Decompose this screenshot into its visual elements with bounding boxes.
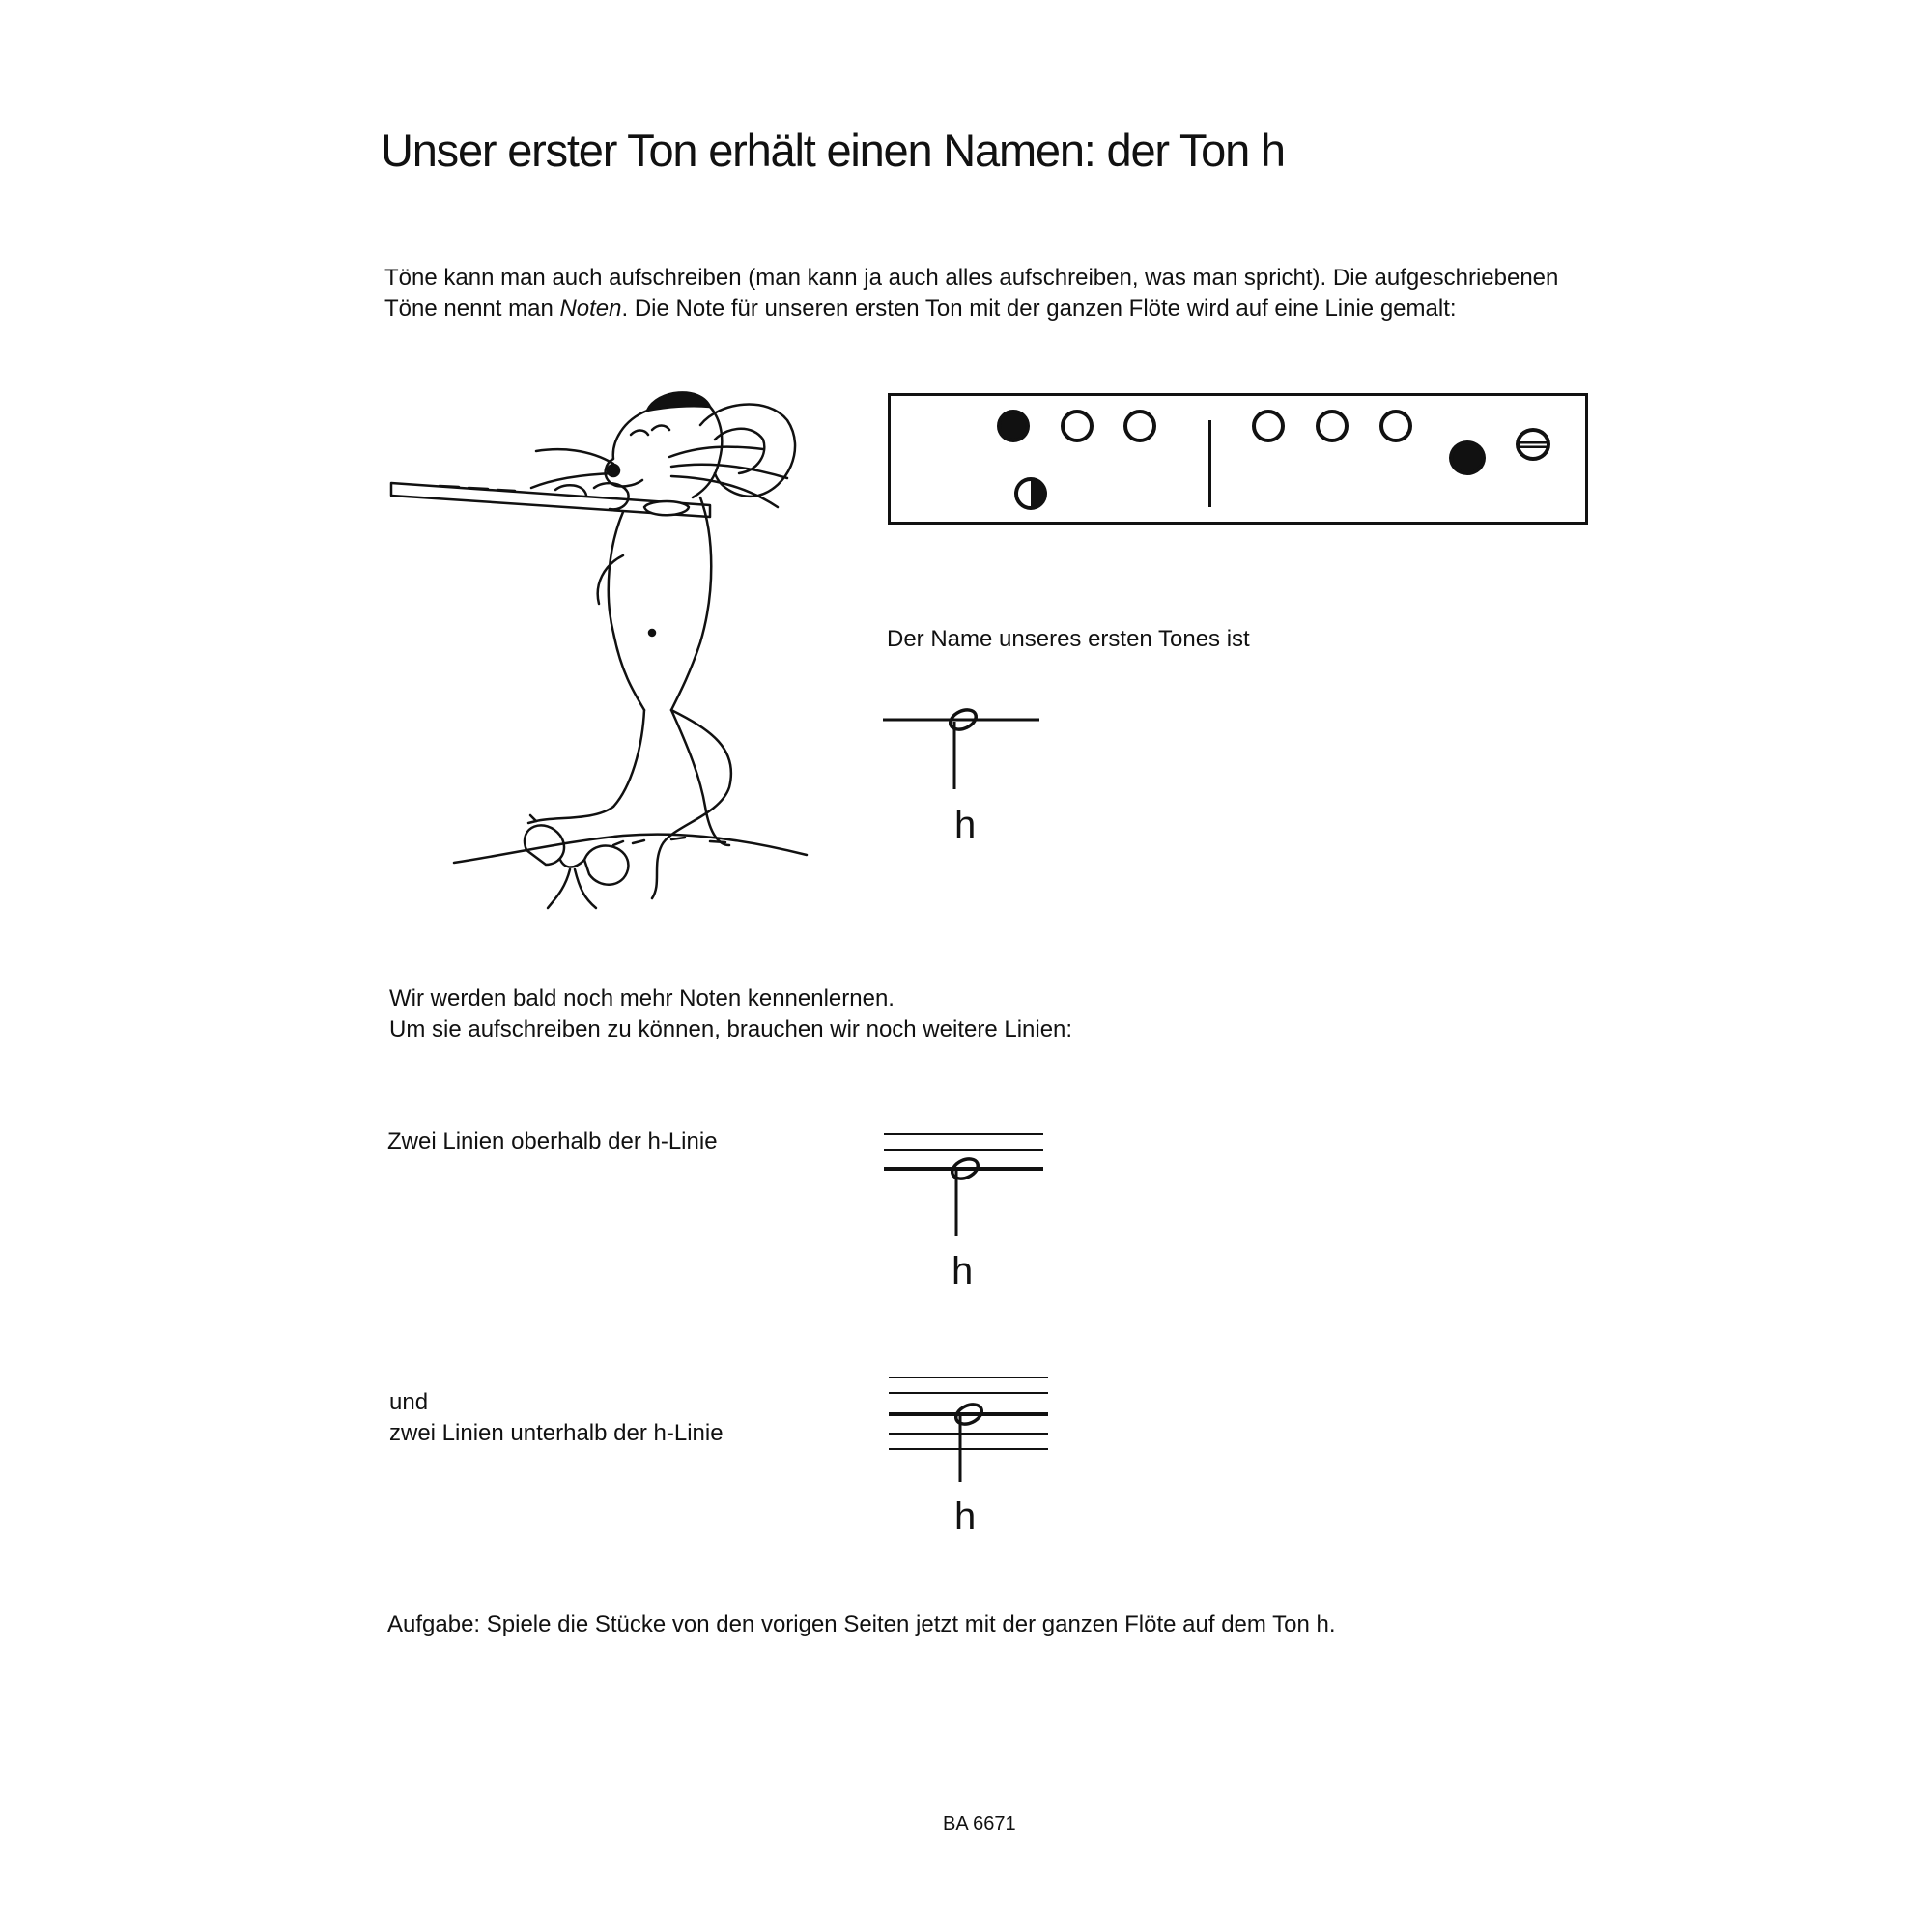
staff-lines-above [879, 1128, 1048, 1244]
more-notes-line-1: Wir werden bald noch mehr Noten kennenlernen. [389, 985, 895, 1011]
above-lines-caption: Zwei Linien oberhalb der h-Linie [387, 1128, 718, 1154]
open-hole-icon [1061, 410, 1094, 442]
intro-line-2-start: Töne nennt man [384, 296, 560, 322]
mouse-flute-illustration [382, 382, 816, 923]
note-letter-h: h [954, 1495, 977, 1538]
intro-emphasis: Noten [559, 296, 622, 322]
more-notes-line-2: Um sie aufschreiben zu können, brauchen wir noch weitere Linien: [389, 1016, 1073, 1042]
catalog-number: BA 6671 [943, 1813, 1016, 1834]
note-name-caption: Der Name unseres ersten Tones ist [887, 626, 1250, 652]
open-hole-icon [1316, 410, 1349, 442]
single-line-note [879, 700, 1043, 797]
fingering-chart [888, 393, 1588, 525]
open-hole-icon [1252, 410, 1285, 442]
staff-lines-below [884, 1372, 1053, 1488]
closed-hole-icon [997, 410, 1030, 442]
below-caption-line-1: und [389, 1389, 429, 1415]
closed-hole-icon [1449, 440, 1486, 475]
fingering-divider [1208, 420, 1211, 507]
open-hole-icon [1123, 410, 1156, 442]
below-lines-caption [389, 1387, 724, 1449]
thumb-half-hole-icon [1014, 477, 1047, 510]
intro-line-2-end: . Die Note für unseren ersten Ton mit der ganzen Flöte wird auf eine Linie gemalt: [621, 296, 1457, 322]
more-notes-paragraph [389, 983, 1072, 1045]
split-hole-icon [1516, 428, 1550, 461]
page-title: Unser erster Ton erhält einen Namen: der Ton h [381, 125, 1285, 176]
note-letter-h: h [954, 804, 977, 846]
intro-paragraph [384, 263, 1558, 325]
task-text: Aufgabe: Spiele die Stücke von den vorigen Seiten jetzt mit der ganzen Flöte auf dem Ton h. [387, 1611, 1336, 1637]
below-caption-line-2: zwei Linien unterhalb der h-Linie [389, 1420, 724, 1446]
intro-line-2 [384, 294, 1558, 325]
intro-line-1: Töne kann man auch aufschreiben (man kann ja auch alles aufschreiben, was man spricht). Die aufgeschriebenen [384, 265, 1559, 291]
note-letter-h: h [952, 1250, 974, 1293]
open-hole-icon [1379, 410, 1412, 442]
